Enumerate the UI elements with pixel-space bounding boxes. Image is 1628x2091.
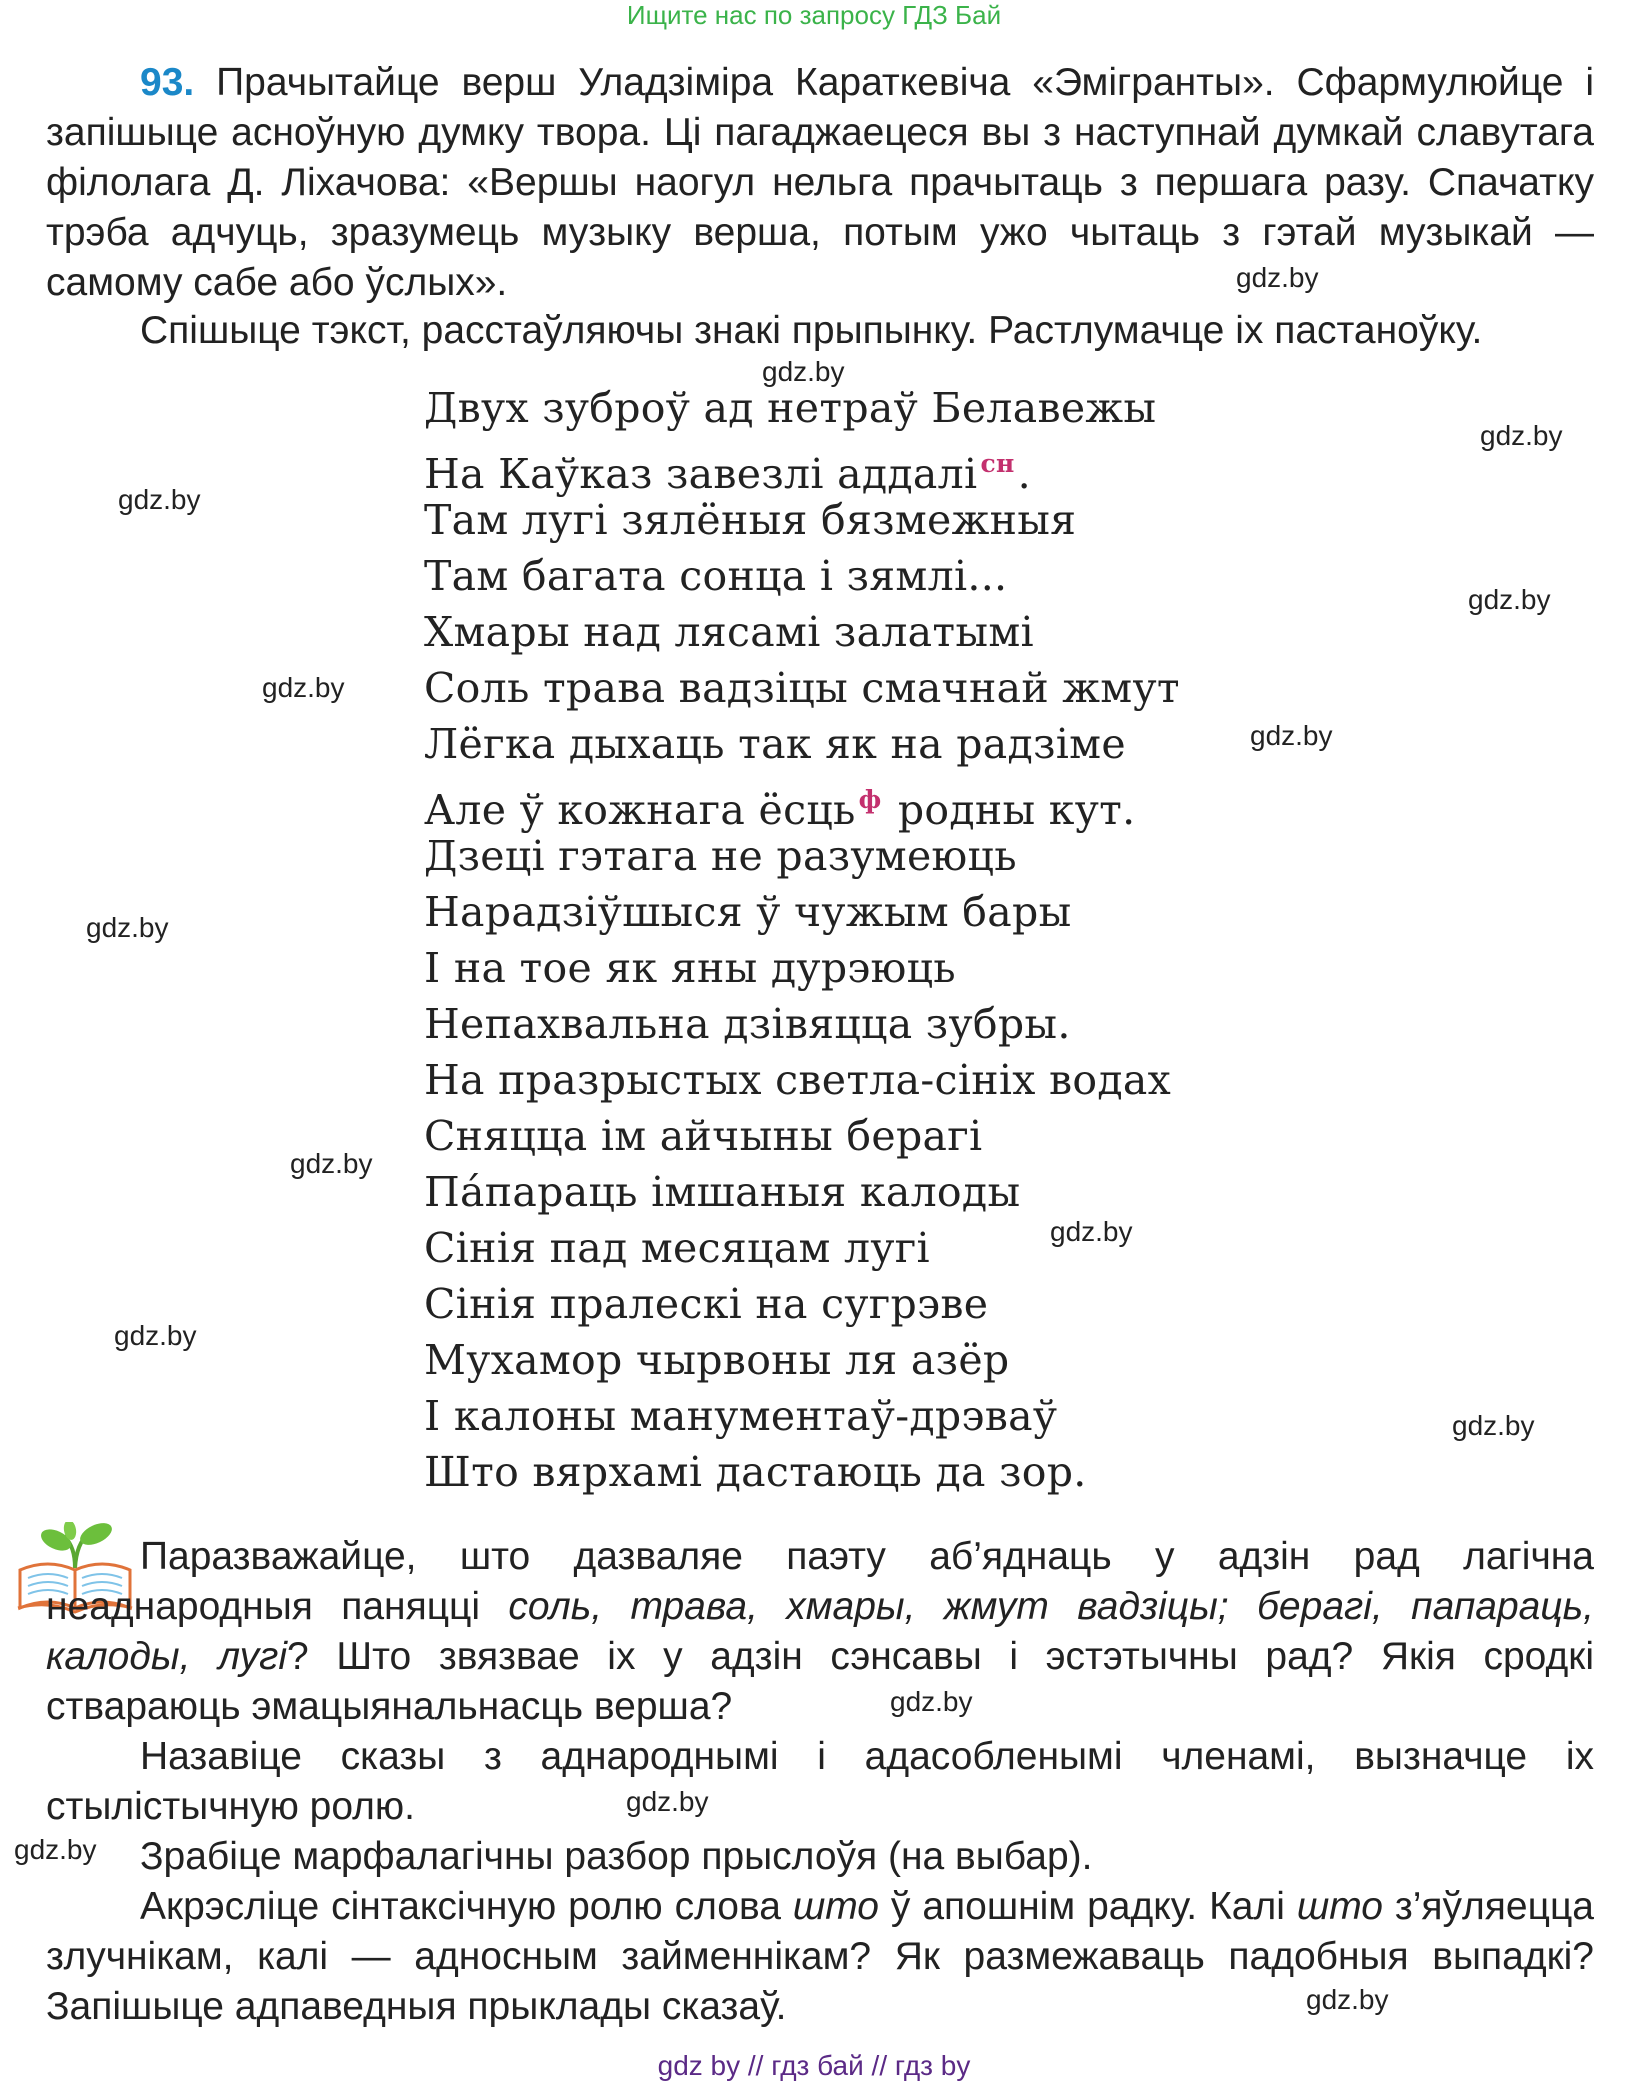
poem-line: І на тое як яны дурэюць — [424, 944, 956, 992]
poem-line: І калоны манументаў-дрэваў — [424, 1392, 1058, 1440]
analysis-task-2 — [46, 1732, 1594, 1832]
search-hint[interactable]: Ищите нас по запросу ГДЗ Бай — [626, 0, 1002, 30]
poem-line: Лёгка дыхаць так як на радзіме — [424, 720, 1126, 768]
analysis-text: Паразважайце, што дазваляе паэту аб’яднаць у адзін рад лагічна неаднародныя паняцці — [46, 1535, 1594, 1628]
watermark: gdz.by — [262, 672, 345, 703]
poem-line: На празрыстых светла-сініх водах — [424, 1056, 1172, 1104]
analysis-italic: соль, трава, хмары, жмут вадзіцы; берагі, папараць, калоды, лугі — [46, 1585, 1594, 1678]
analysis-text: Назавіце сказы з аднароднымі і адасобленымі членамі, вызначце іх стылістычную ролю. — [46, 1735, 1594, 1828]
watermark: gdz.by — [14, 1834, 97, 1865]
poem-line: Двух зуброў ад нетраў Белавежы — [424, 384, 1157, 432]
poem-line — [424, 436, 1324, 498]
watermark: gdz.by — [118, 484, 201, 515]
watermark: gdz.by — [1236, 262, 1319, 293]
poem-line: Соль трава вадзіцы смачнай жмут — [424, 664, 1180, 712]
poem-line-text: На Каўказ завезлі аддалі — [424, 450, 978, 498]
poem-line: Там багата сонца і зямлі... — [424, 552, 1008, 600]
watermark: gdz.by — [1050, 1216, 1133, 1247]
poem-line: Дзеці гэтага не разумеюць — [424, 832, 1017, 880]
watermark: gdz.by — [86, 912, 169, 943]
exercise-task — [46, 306, 1594, 356]
poem-line: Па́параць імшаныя калоды — [424, 1168, 1021, 1216]
poem-line: Нарадзіўшыся ў чужым бары — [424, 888, 1072, 936]
footnote-mark: сн — [980, 449, 1015, 478]
poem-line: Хмары над лясамі залатымі — [424, 608, 1034, 656]
poem-line: Сінія пралескі на сугрэве — [424, 1280, 989, 1328]
analysis-question — [46, 1532, 1594, 1732]
footnote-mark: ф — [858, 785, 882, 814]
analysis-italic: што — [1296, 1885, 1383, 1928]
footer-links[interactable]: gdz by // гдз бай // гдз by — [657, 2050, 971, 2081]
exercise-intro — [46, 58, 1594, 308]
exercise-number: 93. — [140, 61, 195, 104]
poem-line — [424, 772, 1324, 834]
watermark: gdz.by — [114, 1320, 197, 1351]
analysis-text: Зрабіце марфалагічны разбор прыслоўя (на выбар). — [140, 1835, 1093, 1878]
poem-line-text: Але ў кожнага ёсць — [424, 786, 856, 834]
poem-line-end: родны кут. — [884, 786, 1136, 834]
poem-line: Там лугі зялёныя бязмежныя — [424, 496, 1077, 544]
poem — [424, 380, 1324, 1500]
analysis-text: ? Што звязвае іх у адзін сэнсавы і эстэтычны рад? Якія сродкі ствараюць эмацыянальнасць верша? — [46, 1635, 1594, 1728]
poem-line: Сінія пад месяцам лугі — [424, 1224, 930, 1272]
analysis-text: Акрэсліце сінтаксічную ролю слова — [140, 1885, 793, 1928]
watermark: gdz.by — [290, 1148, 373, 1179]
watermark: gdz.by — [626, 1786, 709, 1817]
watermark: gdz.by — [1250, 720, 1333, 751]
poem-line: Што вярхамі дастаюць да зор. — [424, 1448, 1087, 1496]
analysis-italic: што — [792, 1885, 879, 1928]
watermark: gdz.by — [762, 356, 845, 387]
watermark: gdz.by — [1480, 420, 1563, 451]
watermark: gdz.by — [1452, 1410, 1535, 1441]
poem-line: Непахвальна дзівяцца зубры. — [424, 1000, 1071, 1048]
watermark: gdz.by — [1468, 584, 1551, 615]
watermark: gdz.by — [890, 1686, 973, 1717]
analysis-text: ў апошнім радку. Калі — [878, 1885, 1297, 1928]
poem-line: Сняцца ім айчыны берагі — [424, 1112, 983, 1160]
analysis-text: з’яўляецца злучнікам, калі — адносным займеннікам? Як размежаваць падобныя выпадкі? Запішыце адпаведныя прыклады сказаў. — [46, 1885, 1594, 2028]
poem-line-end: . — [1017, 450, 1031, 498]
poem-line: Мухамор чырвоны ля азёр — [424, 1336, 1010, 1384]
watermark: gdz.by — [1306, 1984, 1389, 2015]
exercise-task-text: Спішыце тэкст, расстаўляючы знакі прыпынку. Растлумачце іх пастаноўку. — [140, 309, 1483, 352]
exercise-intro-text: Прачытайце верш Уладзіміра Караткевіча «Эмігранты». Сфармулюйце і запішыце асноўную думку твора. Ці пагаджаецеся вы з наступнай думкай славутага філолага Д. Ліхачова: «Вершы наогул нельга прачытаць з першага разу. Спачатку трэба адчуць, зразумець музыку верша, потым ужо чытаць з гэтай музыкай — самому сабе або ўслых». — [46, 61, 1594, 304]
analysis-task-3 — [46, 1832, 1594, 1882]
